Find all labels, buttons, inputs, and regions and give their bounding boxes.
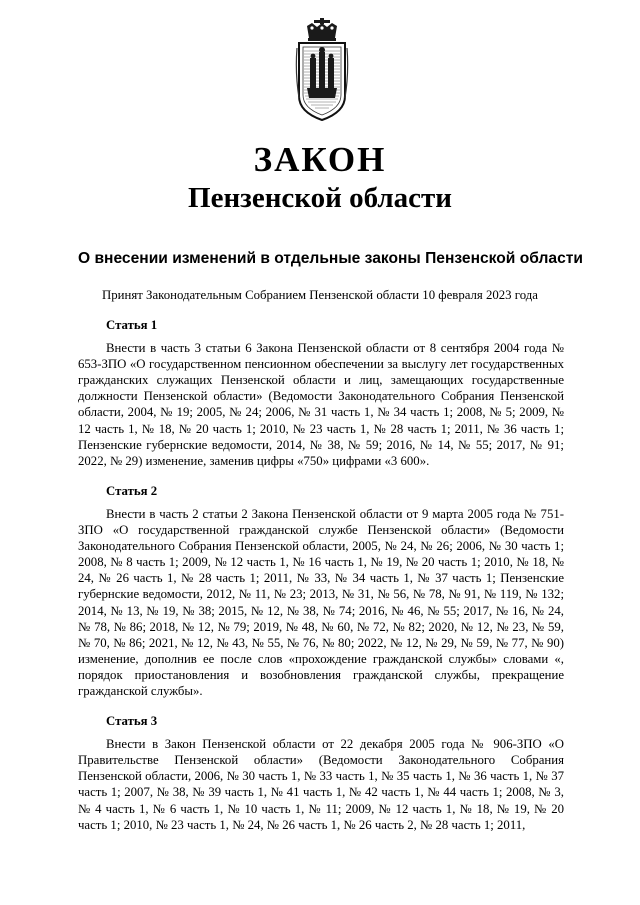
article-paragraph: Внести в часть 2 статьи 2 Закона Пензенской области от 9 марта 2005 года № 751-ЗПО «О государственной гражданской службе Пензенской области» (Ведомости Законодательного Собрания Пензенской области, 2005, № 24, № 26; 2006, № 30 часть 1; 2008, № 8 часть 1; 2009, № 12 часть 1, № 16 часть 1, № 19, № 20 часть 1; 2010, № 18, № 24, № 26 часть 1, № 28 часть 1; 2011, № 33, № 34 часть 1, № 37 часть 1; Пензенские губернские ведомости, 2012, № 11, № 23; 2013, № 31, № 56, № 78, № 91, № 119, № 132; 2014, № 13, № 19, № 38; 2015, № 12, № 38, № 74; 2016, № 46, № 55; 2017, № 16, № 24, № 78, № 86; 2018, № 12, № 79; 2019, № 48, № 60, № 72, № 82; 2020, № 12, № 23, № 59, № 70, № 86; 2021, № 12, № 43, № 55, № 76, № 80; 2022, № 12, № 29, № 59, № 77, № 90) изменение, дополнив ее после слов «прохождение гражданской службы» словами «, порядок приостановления и возобновления гражданской службы, прекращение гражданской службы».	[78, 506, 564, 698]
article-title: Статья 1	[106, 318, 158, 332]
article-3	[78, 713, 564, 833]
article-paragraph: Внести в часть 3 статьи 6 Закона Пензенской области от 8 сентября 2004 года № 653-ЗПО «О государственном пенсионном обеспечении за выслугу лет государственных гражданских служащих Пензенской области и лиц, замещающих государственные должности Пензенской области» (Ведомости Законодательного Собрания Пензенской области, 2004, № 19; 2005, № 24; 2006, № 31 часть 1, № 34 часть 1; 2008, № 5; 2009, № 12 часть 1, № 18, № 20 часть 1; 2010, № 23 часть 1, № 28 часть 1; 2011, № 36 часть 1; Пензенские губернские ведомости, 2014, № 38, № 59; 2016, № 14, № 55; 2017, № 91; 2022, № 29) изменение, заменив цифры «750» цифрами «3 600».	[78, 341, 564, 468]
article-title: Статья 3	[106, 714, 158, 729]
article-paragraph: Внести в Закон Пензенской области от 22 декабря 2005 года № 906-ЗПО «О Правительстве Пензенской области» (Ведомости Законодательного Собрания Пензенской области, 2006, № 30 часть 1, № 33 часть 1, № 35 часть 1, № 36 часть 1, № 37 часть 1; 2007, № 38, № 39 часть 1, № 41 часть 1, № 42 часть 1, № 44 часть 1; 2008, № 3, № 4 часть 1, № 6 часть 1, № 10 часть 1, № 11; 2009, № 12 часть 1, № 18, № 19, № 20 часть 1; 2010, № 23 часть 1, № 24, № 26 часть 1, № 26 часть 2, № 28 часть 1; 2011,	[78, 737, 564, 832]
article-title: Статья 2	[106, 483, 158, 498]
article-2	[78, 483, 564, 699]
law-title: ЗАКОН	[253, 140, 387, 179]
article-1	[78, 317, 564, 469]
document-heading: О внесении изменений в отдельные законы Пензенской области	[78, 250, 583, 267]
coat-of-arms-icon	[295, 18, 349, 122]
law-region-subtitle: Пензенской области	[188, 182, 452, 214]
adoption-note: Принят Законодательным Собранием Пензенской области 10 февраля 2023 года	[102, 288, 538, 302]
document-body	[78, 317, 564, 847]
